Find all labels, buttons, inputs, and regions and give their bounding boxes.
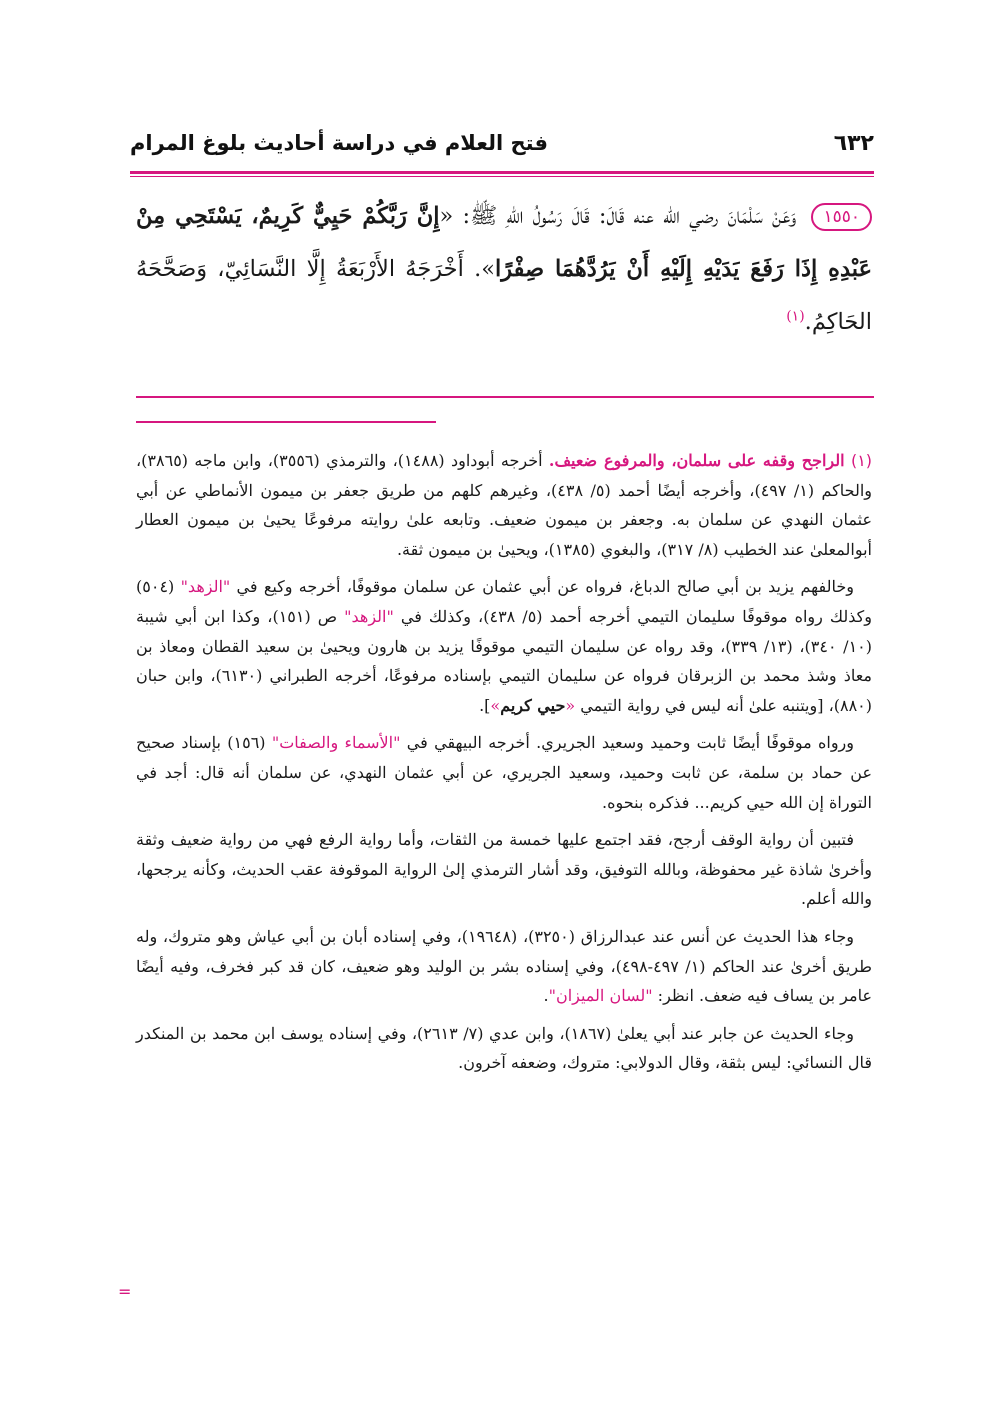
- book-citation: "الزهد": [180, 577, 231, 597]
- footnote-text: وجاء هذا الحديث عن أنس عند عبدالرزاق (٣٢٥٠)، (١٩٦٤٨)، وفي إسناده أبان بن أبي عياش وهو متروك، وله طريق أخرىٰ عند الحاكم (١/ ٤٩٧-٤٩٨)، وفي إسناده بشر بن الوليد وهو ضعيف، كان قد كبر فخرف، وفيه أيضًا عامر بن يساف فيه ضعف. انظر:: [136, 926, 872, 1006]
- page-header: [130, 118, 874, 168]
- page-number: ٦٣٢: [833, 130, 874, 156]
- footnote-text: ص (١٥١)، وكذا ابن أبي شيبة (١٠/ ٣٤٠)، (١٣/ ٣٣٩)، وقد رواه عن سليمان التيمي موقوفًا يزيد بن هارون ويحيىٰ بن سعيد القطان ومعاذ بن معاذ وشذ محمد بن الزبرقان فرواه عن سليمان التيمي بإسناده مرفوعًا، أخرجه الطبراني (٦١٣٠)، وابن حبان (٨٨٠)، [ويتنبه علىٰ أنه ليس في رواية التيمي: [136, 606, 873, 715]
- header-rule-thin: [130, 176, 874, 177]
- footnote-paragraph-5: [136, 922, 872, 1011]
- footnote-text: ورواه موقوفًا أيضًا ثابت وحميد وسعيد الجريري. أخرجه البيهقي في: [400, 733, 855, 753]
- footnotes: [136, 446, 872, 1086]
- hadith-outro: ». أَخْرَجَهُ الأَرْبَعَةُ إِلَّا النَّسَائِيّ، وَصَحَّحَهُ الحَاكِمُ.: [136, 256, 872, 335]
- hadith-text: [136, 190, 872, 349]
- quote-mark: «: [565, 695, 576, 715]
- footnote-separator: [136, 421, 436, 423]
- quoted-phrase: حيي كريم: [500, 695, 566, 715]
- header-rule-thick: [130, 171, 874, 174]
- footnote-ruling: الراجح وقفه على سلمان، والمرفوع ضعيف.: [548, 451, 845, 470]
- book-citation: "لسان الميزان": [548, 986, 653, 1006]
- footnote-number: (١): [850, 451, 873, 470]
- footnote-text: (١٥٦) بإسناد صحيح عن حماد بن سلمة، عن ثابت وحميد، وسعيد الجريري، عن أبي عثمان النهدي، عن سلمان أنه قال: أجد في التوراة إن الله حيي كريم... فذكره بنحوه.: [136, 733, 872, 812]
- footnote-text: وخالفهم يزيد بن أبي صالح الدباغ، فرواه عن أبي عثمان عن سلمان موقوفًا، أخرجه وكيع في: [230, 577, 854, 597]
- footnote-paragraph-2: [136, 572, 872, 720]
- hadith-bottom-rule: [136, 396, 874, 398]
- footnote-text: .: [543, 986, 549, 1006]
- footnote-paragraph-1: [136, 446, 872, 564]
- footnote-text: أخرجه أبوداود (١٤٨٨)، والترمذي (٣٥٥٦)، وابن ماجه (٣٨٦٥)، والحاكم (١/ ٤٩٧)، وأخرجه أيضًا أحمد (٥/ ٤٣٨)، وغيرهم كلهم من طريق جعفر بن ميمون الأنماطي عن أبي عثمان النهدي عن سلمان به. وجعفر بن ميمون ضعيف. وتابعه علىٰ روايته مرفوعًا يحيىٰ بن ميمون العطار أبوالمعلىٰ عند الخطيب (٨/ ٣١٧)، والبغوي (١٣٨٥)، ويحيىٰ بن ميمون ثقة.: [136, 451, 873, 559]
- footnote-paragraph-4: فتبين أن رواية الوقف أرجح، فقد اجتمع عليها خمسة من الثقات، وأما رواية الرفع فهي من رواية ضعيف وثقة وأخرىٰ شاذة غير محفوظة، وبالله التوفيق، وقد أشار الترمذي إلىٰ الرواية الموقوفة عقب الحديث، وكأنه يرجحها، والله أعلم.: [136, 830, 872, 909]
- hadith-matn: إِنَّ رَبَّكُمْ حَيِيٌّ كَرِيمٌ، يَسْتَحِي مِنْ عَبْدِهِ إِذَا رَفَعَ يَدَيْهِ إِلَيْهِ أَنْ يَرُدَّهُمَا صِفْرًا: [136, 203, 872, 282]
- footnote-paragraph-6: وجاء الحديث عن جابر عند أبي يعلىٰ (١٨٦٧)، وابن عدي (٧/ ٢٦١٣)، وفي إسناده يوسف ابن محمد بن المنكدر قال النسائي: ليس بثقة، وقال الدولابي: متروك، وضعفه آخرون.: [136, 1023, 872, 1073]
- quote-mark: »: [490, 695, 501, 715]
- hadith-number-badge: ١٥٥٠: [811, 203, 872, 231]
- book-title: فتح العلام في دراسة أحاديث بلوغ المرام: [130, 131, 548, 155]
- hadith-intro: وَعَنْ سَلْمَانَ رضي الله عنه قَالَ: قَالَ رَسُولُ اللهِ ﷺ: «: [439, 203, 797, 229]
- footnote-text: ].: [479, 695, 491, 715]
- footnote-reference: (١): [786, 308, 805, 325]
- continuation-mark: =: [118, 1282, 132, 1301]
- book-citation: "الأسماء والصفات": [271, 733, 401, 753]
- footnote-paragraph-3: [136, 728, 872, 817]
- book-citation: "الزهد": [344, 606, 394, 626]
- footnote-text: (٥٠٤) وكذلك رواه موقوفًا سليمان التيمي أخرجه أحمد (٥/ ٤٣٨)، وكذلك في: [136, 577, 873, 626]
